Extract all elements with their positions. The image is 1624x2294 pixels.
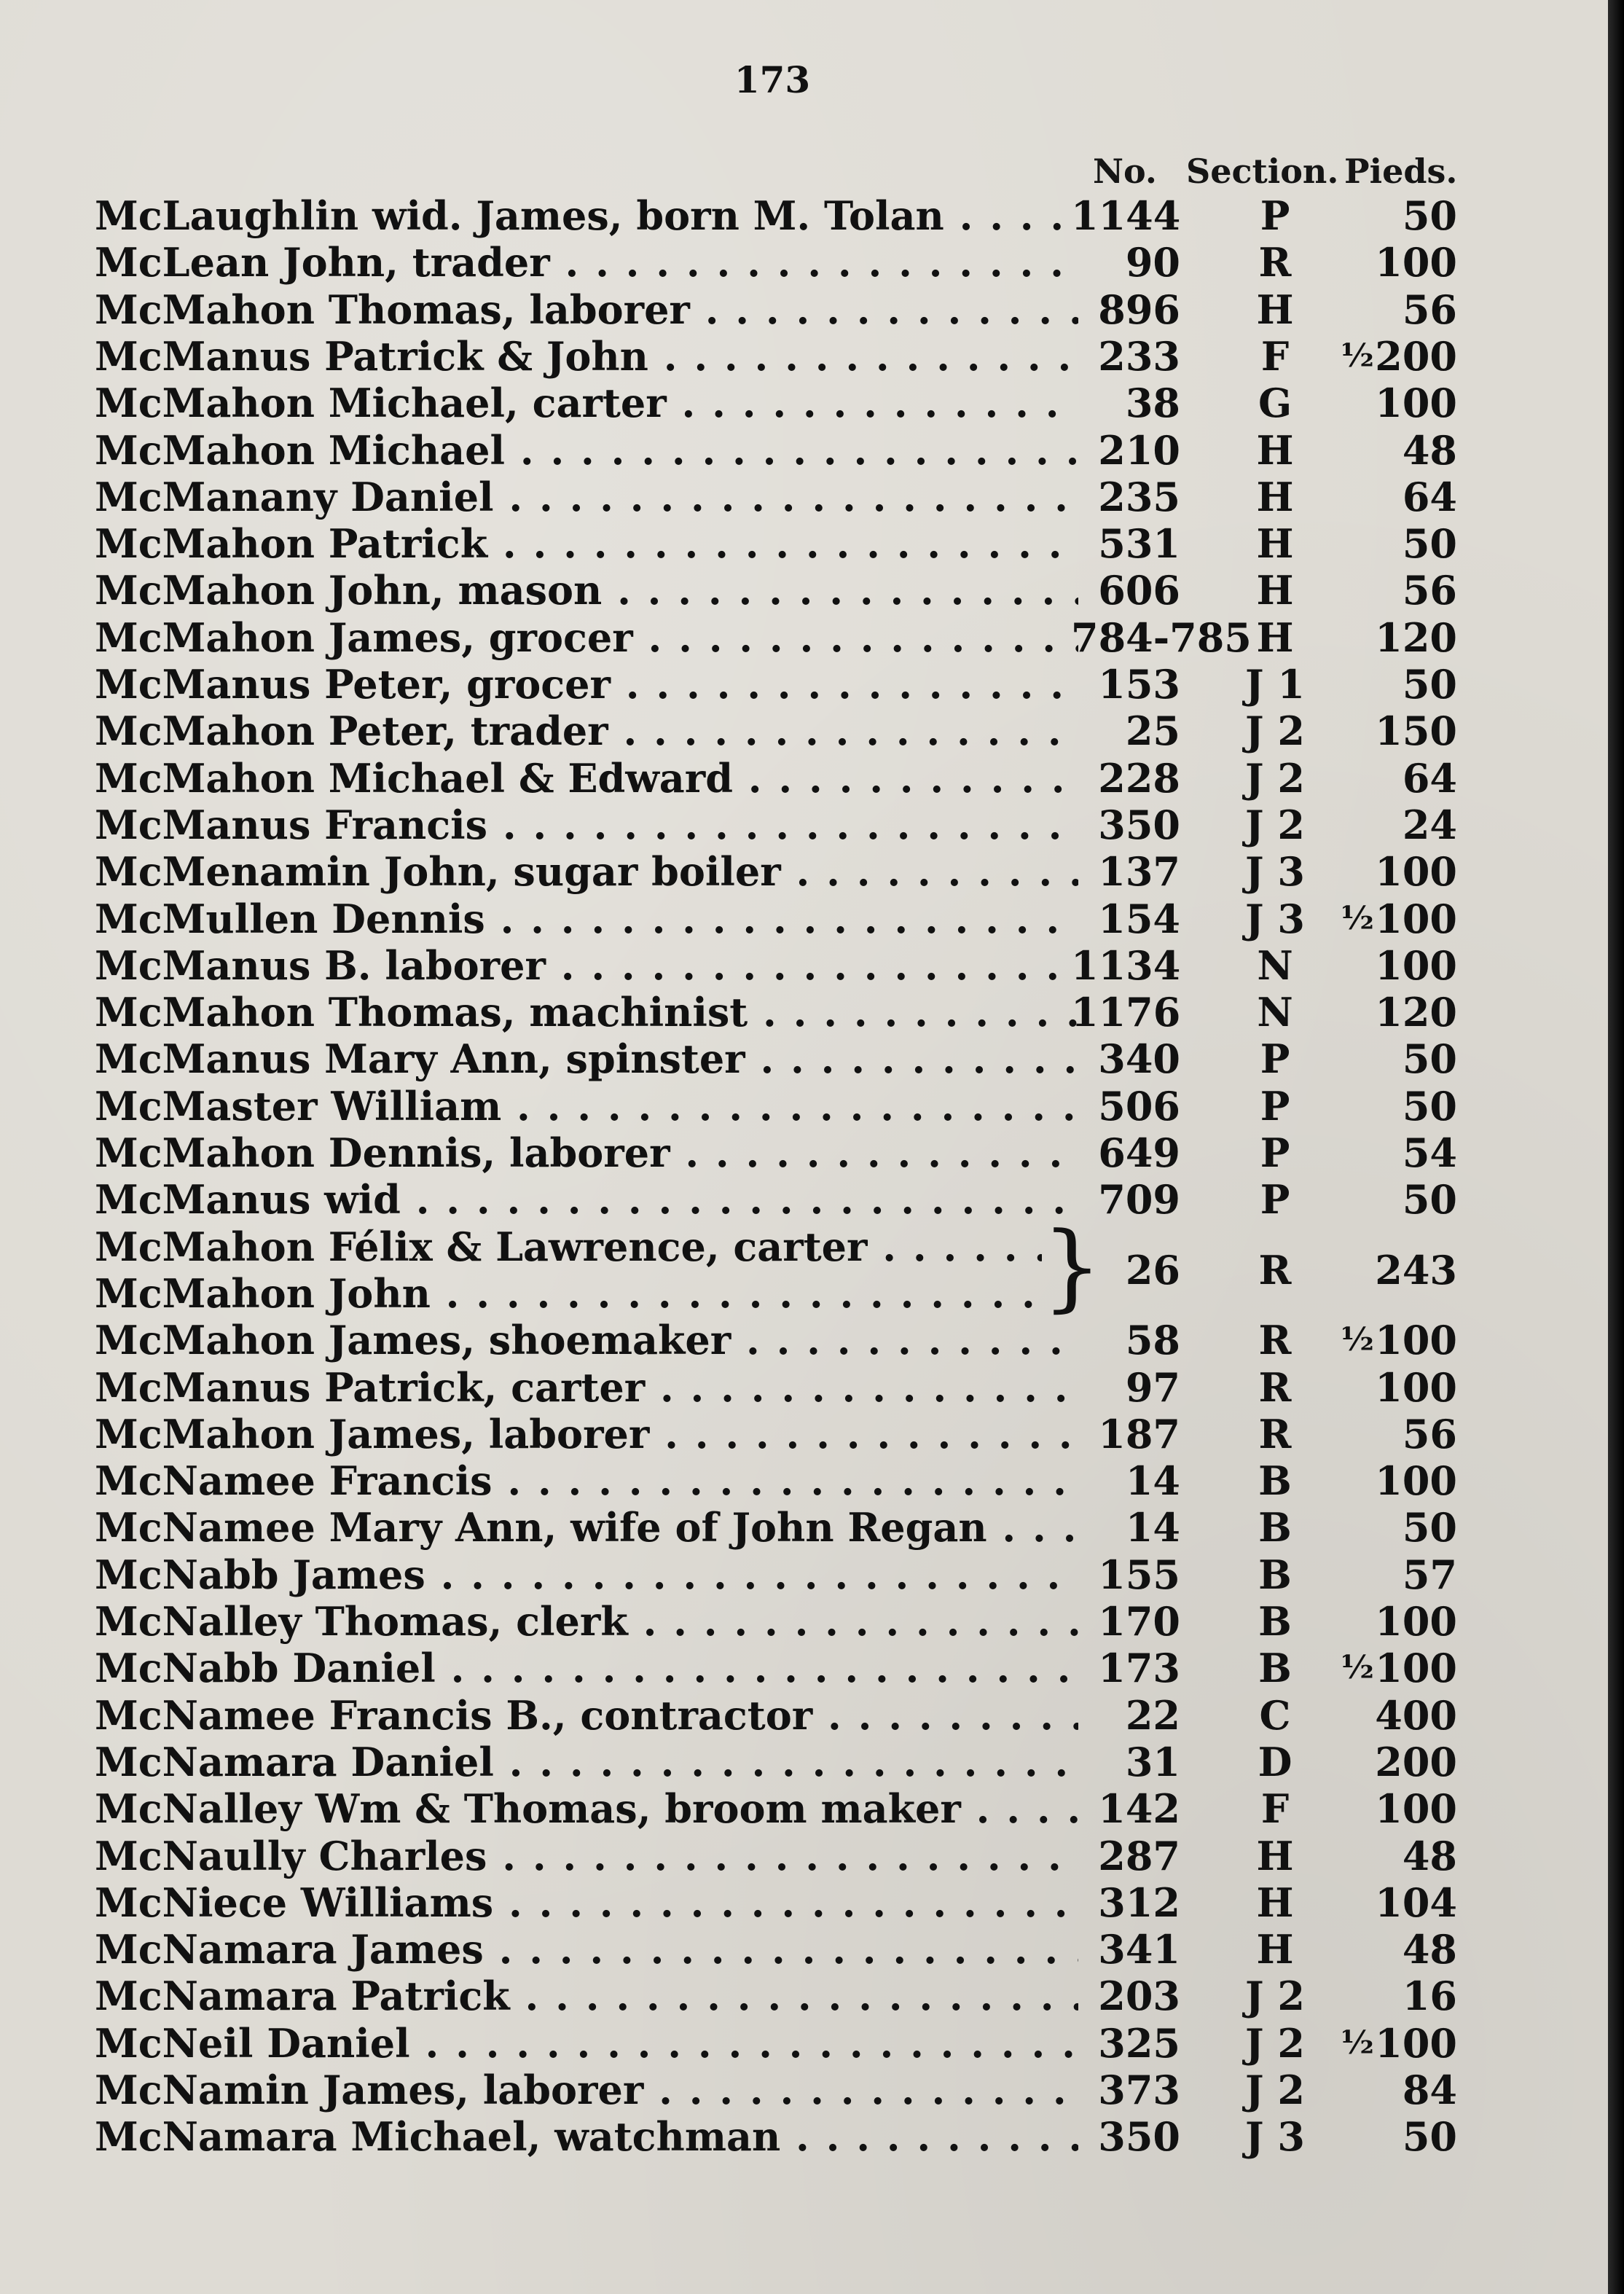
entry-section: H <box>1256 614 1294 661</box>
entry-section: J 2 <box>1245 1973 1305 2020</box>
entry-section: R <box>1258 1363 1292 1411</box>
directory-entry <box>0 1692 1624 1739</box>
entry-fraction <box>1341 192 1370 239</box>
entry-section: J 3 <box>1245 2113 1305 2161</box>
entry-pieds: 84 <box>1402 2067 1457 2113</box>
entry-number: 896 <box>1098 286 1180 333</box>
entry-pieds: 50 <box>1402 2113 1457 2161</box>
entry-pieds: 100 <box>1375 848 1457 896</box>
entry-fraction <box>1341 661 1370 708</box>
entry-fraction <box>1341 1457 1370 1504</box>
entry-section: R <box>1258 239 1292 286</box>
entry-section: J 2 <box>1245 754 1305 802</box>
entry-fraction <box>1341 1504 1370 1551</box>
entry-name: McManus Francis . . . <box>95 802 1078 848</box>
entry-pieds: 400 <box>1375 1691 1457 1739</box>
page-number: 173 <box>734 58 811 101</box>
entry-name: McNamee Francis . . . <box>95 1457 1078 1504</box>
entry-section: R <box>1258 1246 1292 1293</box>
entry-number: 137 <box>1098 848 1180 896</box>
directory-entry <box>0 1504 1624 1551</box>
entry-number: 142 <box>1098 1785 1180 1833</box>
entry-number: 233 <box>1098 332 1180 380</box>
entry-name: McNabb Daniel . . . <box>95 1645 1078 1691</box>
entry-pieds: 48 <box>1402 1832 1457 1879</box>
entry-name: McMullen Dennis . . . <box>95 896 1078 942</box>
entry-section: R <box>1258 1410 1292 1457</box>
entry-pieds: 50 <box>1402 520 1457 568</box>
entry-number: 154 <box>1098 895 1180 942</box>
entry-pieds: 50 <box>1402 661 1457 708</box>
entry-section: J 2 <box>1245 708 1305 755</box>
brace-glyph: } <box>1042 1210 1102 1322</box>
group-names <box>95 1224 1042 1317</box>
entry-number: 350 <box>1098 2113 1180 2161</box>
entry-pieds: 200 <box>1375 332 1457 380</box>
entry-pieds: 100 <box>1375 239 1457 286</box>
entry-section: H <box>1256 1832 1294 1879</box>
entry-number: 709 <box>1098 1176 1180 1224</box>
entry-name: McNiece Williams . . . <box>95 1879 1078 1926</box>
entry-pieds: 57 <box>1402 1551 1457 1598</box>
entry-number: 649 <box>1098 1130 1180 1176</box>
entry-pieds: 100 <box>1375 1645 1457 1692</box>
directory-entry <box>0 661 1624 708</box>
entry-fraction <box>1341 1551 1370 1598</box>
directory-entry <box>0 2020 1624 2067</box>
entry-pieds: 150 <box>1375 708 1457 755</box>
entry-name: McNamara Daniel . . . <box>95 1739 1078 1785</box>
entry-name: McLean John, trader . . . <box>95 239 1078 286</box>
page-edge-shadow <box>1608 0 1624 2294</box>
directory-entry <box>0 708 1624 754</box>
directory-entry <box>0 1926 1624 1973</box>
entry-number: 97 <box>1125 1363 1180 1411</box>
entry-pieds: 100 <box>1375 1317 1457 1364</box>
entry-section: J 1 <box>1245 661 1305 708</box>
directory-entry <box>0 989 1624 1036</box>
entry-section: F <box>1260 1785 1290 1833</box>
entry-fraction <box>1341 427 1370 474</box>
directory-entry <box>0 1551 1624 1598</box>
entry-section: H <box>1256 1926 1294 1973</box>
entry-fraction <box>1341 1833 1370 1879</box>
entry-number: 25 <box>1125 708 1180 755</box>
entry-pieds: 100 <box>1375 1363 1457 1411</box>
entry-section: P <box>1260 1176 1290 1224</box>
entry-section: F <box>1260 332 1290 380</box>
entry-name: McMahon James, grocer . . . <box>95 614 1078 661</box>
entry-section: C <box>1259 1691 1291 1739</box>
directory-entry <box>0 2067 1624 2113</box>
directory-entry <box>0 1973 1624 2019</box>
directory-entry <box>0 427 1624 474</box>
entry-number: 784-785 <box>1071 614 1252 661</box>
entry-section: H <box>1256 286 1294 333</box>
entry-section: P <box>1260 192 1290 239</box>
entry-fraction <box>1341 614 1370 661</box>
entry-fraction <box>1341 1879 1370 1926</box>
entry-fraction <box>1341 1083 1370 1130</box>
entry-section: B <box>1258 1645 1292 1692</box>
entry-fraction: ½ <box>1341 1321 1374 1359</box>
entry-number: 38 <box>1125 380 1180 427</box>
entry-fraction <box>1341 755 1370 802</box>
entry-fraction <box>1341 1176 1370 1223</box>
entry-name: McMahon Thomas, machinist . . . <box>95 989 1078 1036</box>
entry-number: 31 <box>1125 1738 1180 1785</box>
directory-entry <box>0 1364 1624 1411</box>
entry-name: McManany Daniel . . . <box>95 474 1078 520</box>
entry-fraction <box>1341 1036 1370 1082</box>
entry-section: J 2 <box>1245 2067 1305 2113</box>
entry-name: McNalley Thomas, clerk . . . <box>95 1598 1078 1645</box>
entry-number: 1176 <box>1071 989 1181 1036</box>
entry-pieds: 120 <box>1375 614 1457 661</box>
directory-entry <box>0 848 1624 895</box>
entry-pieds: 104 <box>1375 1879 1457 1926</box>
entry-number: 340 <box>1098 1036 1180 1083</box>
entry-name: McMahon James, shoemaker . . . <box>95 1317 1078 1363</box>
entry-name: McMenamin John, sugar boiler . . . <box>95 848 1078 895</box>
directory-entry <box>0 520 1624 567</box>
directory-entry <box>0 1833 1624 1879</box>
directory-entry <box>0 1598 1624 1645</box>
entry-pieds: 48 <box>1402 426 1457 474</box>
entry-fraction <box>1341 1973 1370 2019</box>
entry-pieds: 243 <box>1375 1246 1457 1293</box>
entry-fraction: ½ <box>1341 899 1374 937</box>
entry-pieds: 100 <box>1375 1457 1457 1505</box>
entry-number: 325 <box>1098 2019 1180 2067</box>
directory-entry <box>0 614 1624 661</box>
entry-section: P <box>1260 1130 1290 1176</box>
entry-section: P <box>1260 1082 1290 1130</box>
entry-pieds: 50 <box>1402 1036 1457 1083</box>
entry-fraction: ½ <box>1341 337 1374 375</box>
entry-name: McMahon Thomas, laborer . . . <box>95 286 1078 333</box>
entry-fraction <box>1341 380 1370 426</box>
entry-number: 14 <box>1125 1504 1180 1551</box>
entry-section: G <box>1258 380 1292 427</box>
entry-section: N <box>1257 942 1293 989</box>
directory-entry <box>0 1036 1624 1082</box>
entry-name: McNabb James . . . <box>95 1551 1078 1598</box>
entry-fraction <box>1341 1364 1370 1411</box>
column-headers <box>0 152 1624 195</box>
entry-pieds: 100 <box>1375 1598 1457 1645</box>
entry-name: McMahon John, mason . . . <box>95 567 1078 614</box>
entry-pieds: 56 <box>1402 286 1457 333</box>
header-section: Section. <box>1186 152 1339 191</box>
entry-fraction <box>1341 1224 1370 1270</box>
entry-number: 287 <box>1098 1832 1180 1879</box>
entry-section: J 3 <box>1245 848 1305 896</box>
entry-fraction <box>1341 1598 1370 1645</box>
entry-pieds: 100 <box>1375 942 1457 989</box>
directory-entry <box>0 380 1624 426</box>
entry-pieds: 100 <box>1375 895 1457 942</box>
entry-pieds: 50 <box>1402 1176 1457 1224</box>
entry-section: J 3 <box>1245 895 1305 942</box>
entry-fraction <box>1341 848 1370 895</box>
entry-name: McNamara Michael, watchman . . . <box>95 2113 1078 2160</box>
entry-fraction <box>1341 1926 1370 1973</box>
entry-number: 22 <box>1125 1691 1180 1739</box>
header-no: No. <box>1093 152 1157 191</box>
entry-number: 170 <box>1098 1598 1180 1645</box>
entry-fraction <box>1341 802 1370 848</box>
entry-number: 14 <box>1125 1457 1180 1505</box>
entry-name: McNamee Mary Ann, wife of John Regan . . . <box>95 1504 1078 1551</box>
entry-number: 173 <box>1098 1645 1180 1692</box>
entry-pieds: 50 <box>1402 1504 1457 1551</box>
entry-fraction <box>1341 520 1370 567</box>
entry-section: J 2 <box>1245 801 1305 848</box>
entry-fraction <box>1341 567 1370 614</box>
entry-pieds: 64 <box>1402 473 1457 520</box>
entry-number: 235 <box>1098 473 1180 520</box>
entry-number: 1144 <box>1071 192 1181 239</box>
entry-section: P <box>1260 1036 1290 1083</box>
entry-pieds: 100 <box>1375 2019 1457 2067</box>
entry-name: McMahon Patrick . . . <box>95 520 1078 567</box>
entry-name: McNaully Charles . . . <box>95 1833 1078 1879</box>
directory-entry <box>0 1130 1624 1176</box>
header-pieds: Pieds. <box>1344 152 1458 191</box>
directory-entry <box>0 1083 1624 1130</box>
entry-section: H <box>1256 473 1294 520</box>
entry-pieds: 200 <box>1375 1738 1457 1785</box>
entry-number: 187 <box>1098 1410 1180 1457</box>
entry-section: B <box>1258 1598 1292 1645</box>
entry-pieds: 64 <box>1402 754 1457 802</box>
entry-name: McNamee Francis B., contractor . . . <box>95 1692 1078 1739</box>
entry-name: McNamara James . . . <box>95 1926 1078 1973</box>
entry-number: 155 <box>1098 1551 1180 1598</box>
directory-entry <box>0 1785 1624 1832</box>
entry-pieds: 24 <box>1402 801 1457 848</box>
entry-number: 606 <box>1098 567 1180 614</box>
entry-name: McManus Patrick, carter . . . <box>95 1364 1078 1411</box>
entry-fraction <box>1341 2067 1370 2113</box>
entry-fraction: ½ <box>1341 1649 1374 1687</box>
entry-name: McNalley Wm & Thomas, broom maker . . . <box>95 1785 1078 1832</box>
entry-name: McMahon Félix & Lawrence, carter . . . <box>95 1224 1042 1270</box>
entry-section: R <box>1258 1317 1292 1364</box>
entry-name: McManus Peter, grocer . . . <box>95 661 1078 708</box>
entry-pieds: 120 <box>1375 989 1457 1036</box>
directory-entry <box>0 1411 1624 1457</box>
entry-name: McMahon John . . . <box>95 1270 1042 1317</box>
entry-name: McManus B. laborer . . . <box>95 942 1078 989</box>
entry-number: 373 <box>1098 2067 1180 2113</box>
entry-section: H <box>1256 426 1294 474</box>
entry-fraction <box>1341 708 1370 754</box>
entry-name: McNamara Patrick . . . <box>95 1973 1078 2019</box>
entry-name: McMahon Michael & Edward . . . <box>95 755 1078 802</box>
entry-number: 531 <box>1098 520 1180 568</box>
directory-entry <box>0 2113 1624 2160</box>
entry-name: McNamin James, laborer . . . <box>95 2067 1078 2113</box>
entry-section: B <box>1258 1457 1292 1505</box>
entry-name: McManus Mary Ann, spinster . . . <box>95 1036 1078 1082</box>
entry-fraction <box>1341 239 1370 286</box>
entry-fraction <box>1341 2113 1370 2160</box>
entry-pieds: 50 <box>1402 192 1457 239</box>
entry-number: 153 <box>1098 661 1180 708</box>
entry-name: McMahon James, laborer . . . <box>95 1411 1078 1457</box>
entry-fraction: ½ <box>1341 2024 1374 2062</box>
directory-entry <box>0 802 1624 848</box>
entry-fraction <box>1341 286 1370 333</box>
entry-number: 90 <box>1125 239 1180 286</box>
entry-number: 506 <box>1098 1082 1180 1130</box>
directory-entry <box>0 1739 1624 1785</box>
entry-fraction <box>1341 1692 1370 1739</box>
entry-fraction <box>1341 1739 1370 1785</box>
entry-fraction <box>1341 1411 1370 1457</box>
entry-number: 203 <box>1098 1973 1180 2020</box>
directory-entry <box>0 239 1624 286</box>
entry-name: McManus wid . . . <box>95 1176 1078 1223</box>
directory-entry <box>0 755 1624 802</box>
entry-section: N <box>1257 989 1293 1036</box>
directory-entry <box>0 1645 1624 1691</box>
entry-name: McMahon Peter, trader . . . <box>95 708 1078 754</box>
entry-pieds: 48 <box>1402 1926 1457 1973</box>
entry-section: B <box>1258 1504 1292 1551</box>
directory-entry <box>0 896 1624 942</box>
entry-number: 350 <box>1098 801 1180 848</box>
entry-name: McMahon Dennis, laborer . . . <box>95 1130 1078 1176</box>
entry-name: McLaughlin wid. James, born M. Tolan . . . <box>95 192 1078 239</box>
entry-pieds: 56 <box>1402 567 1457 614</box>
directory-entry <box>0 1457 1624 1504</box>
directory-entry <box>0 192 1624 239</box>
entry-fraction <box>1341 1785 1370 1832</box>
entry-fraction <box>1341 989 1370 1036</box>
directory-entry <box>0 1879 1624 1926</box>
entry-pieds: 56 <box>1402 1410 1457 1457</box>
entry-section: D <box>1258 1738 1292 1785</box>
entry-section: H <box>1256 1879 1294 1926</box>
entry-number: 228 <box>1098 754 1180 802</box>
entry-fraction <box>1341 942 1370 989</box>
entry-pieds: 16 <box>1402 1973 1457 2020</box>
entry-number: 26 <box>1125 1246 1180 1293</box>
directory-entry-group <box>0 1210 1624 1322</box>
entry-section: B <box>1258 1551 1292 1598</box>
entry-pieds: 50 <box>1402 1082 1457 1130</box>
entry-fraction <box>1341 1130 1370 1176</box>
directory-entry <box>0 1176 1624 1223</box>
entry-number: 58 <box>1125 1317 1180 1364</box>
entry-number: 312 <box>1098 1879 1180 1926</box>
entry-name: McMahon Michael, carter . . . <box>95 380 1078 426</box>
entry-number: 1134 <box>1071 942 1181 989</box>
entry-name: McMaster William . . . <box>95 1083 1078 1130</box>
entry-name: McNeil Daniel . . . <box>95 2020 1078 2067</box>
entry-pieds: 100 <box>1375 380 1457 427</box>
entry-name: McManus Patrick & John . . . <box>95 333 1078 380</box>
directory-entry <box>0 474 1624 520</box>
directory-entry <box>0 567 1624 614</box>
entry-fraction <box>1341 474 1370 520</box>
entry-section: H <box>1256 567 1294 614</box>
directory-entry <box>0 1317 1624 1363</box>
entry-number: 341 <box>1098 1926 1180 1973</box>
entry-pieds: 54 <box>1402 1130 1457 1176</box>
entry-pieds: 100 <box>1375 1785 1457 1833</box>
entry-name: McMahon Michael . . . <box>95 427 1078 474</box>
entry-number: 210 <box>1098 426 1180 474</box>
directory-entry <box>0 942 1624 989</box>
entry-section: H <box>1256 520 1294 568</box>
directory-entry <box>0 286 1624 333</box>
directory-entry <box>0 333 1624 380</box>
entry-section: J 2 <box>1245 2019 1305 2067</box>
